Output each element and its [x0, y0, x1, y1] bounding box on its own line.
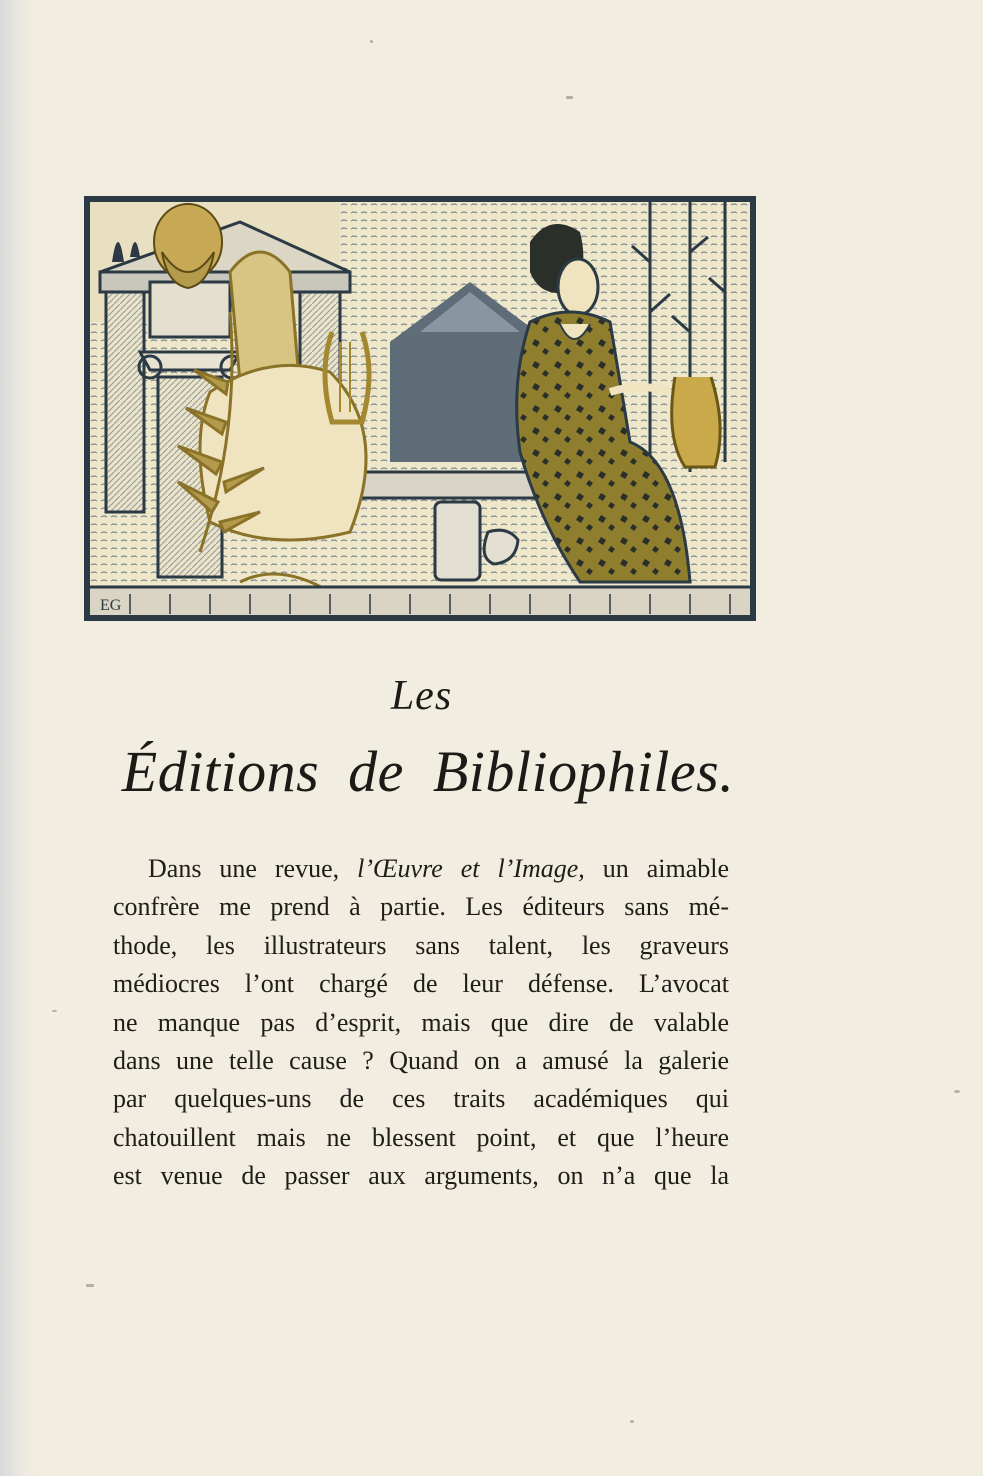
header-illustration — [84, 196, 756, 621]
paper-fleck — [954, 1090, 960, 1093]
text-line — [113, 850, 729, 888]
paper-fleck — [86, 1284, 94, 1287]
text-line: ne manque pas d’esprit, mais que dire de valable — [113, 1007, 729, 1037]
paper-fleck — [370, 40, 373, 43]
journal-title: l’Œuvre et l’Image, — [357, 854, 585, 883]
text-line: est venue de passer aux arguments, on n’a que la — [113, 1161, 729, 1191]
heading-les: Les — [390, 673, 453, 719]
text-line: par quelques-uns de ces traits académiques qui — [113, 1084, 729, 1114]
text-line: confrère me prend à partie. Les éditeurs sans mé- — [113, 892, 729, 922]
text-line: thode, les illustrateurs sans talent, les graveurs — [113, 930, 729, 960]
paper-fleck — [630, 1420, 634, 1423]
line1-after: un aimable — [602, 854, 730, 883]
body-paragraph — [113, 850, 729, 1196]
page-title: Éditions de Bibliophiles. — [121, 739, 735, 804]
text-line: dans une telle cause ? Quand on a amusé la galerie — [113, 1046, 729, 1076]
page-edge-shadow — [0, 0, 34, 1476]
line1-before: Dans une revue, — [148, 854, 340, 883]
illustration-artwork — [90, 202, 750, 615]
paper-fleck — [566, 96, 573, 99]
artist-monogram: EG — [100, 597, 122, 614]
text-line: médiocres l’ont chargé de leur défense. L’avocat — [113, 969, 729, 999]
text-line: chatouillent mais ne blessent point, et que l’heure — [113, 1122, 729, 1152]
paper-fleck — [52, 1010, 57, 1012]
